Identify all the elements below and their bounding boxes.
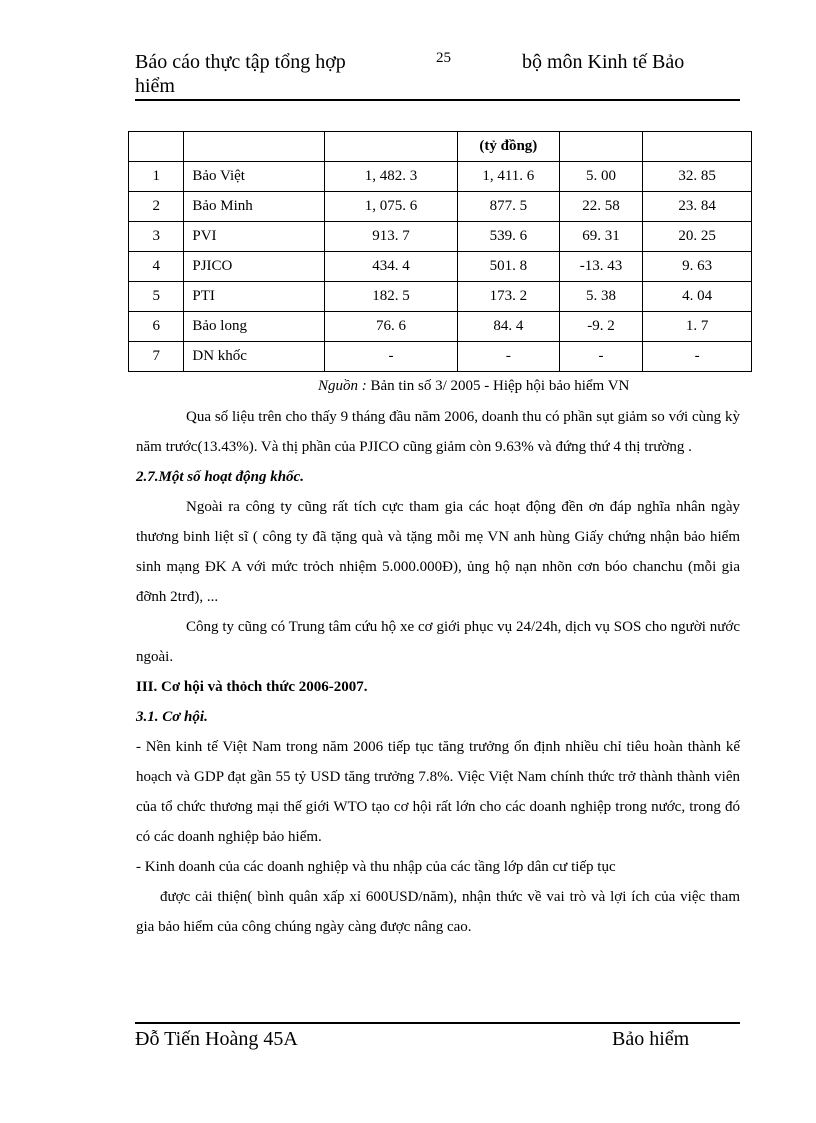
table-cell: 4. 04 xyxy=(643,282,752,312)
table-cell: PTI xyxy=(184,282,325,312)
footer-department: Bảo hiểm xyxy=(612,1028,690,1050)
table-cell: 1, 482. 3 xyxy=(325,162,458,192)
table-cell xyxy=(559,132,642,162)
table-cell: -9. 2 xyxy=(559,312,642,342)
table-cell: 5. 38 xyxy=(559,282,642,312)
table-cell: 1. 7 xyxy=(643,312,752,342)
table-cell: PJICO xyxy=(184,252,325,282)
table-cell: 3 xyxy=(129,222,184,252)
header-rule xyxy=(135,99,740,101)
table-cell: - xyxy=(559,342,642,372)
table-cell xyxy=(643,132,752,162)
table-cell: 5 xyxy=(129,282,184,312)
table-cell: Bảo long xyxy=(184,312,325,342)
table-row xyxy=(129,252,752,282)
table-cell: 20. 25 xyxy=(643,222,752,252)
table-cell xyxy=(184,132,325,162)
market-share-table xyxy=(128,131,752,372)
bullet-income-rest: được cải thiện( bình quân xấp xỉ 600USD/năm), nhận thức về vai trò và lợi ích của việc tham gia bảo hiểm của công chúng ngày càng được nâng cao. xyxy=(136,889,740,935)
table-cell: 2 xyxy=(129,192,184,222)
table-cell: 32. 85 xyxy=(643,162,752,192)
bullet-income-line1: - Kinh doanh của các doanh nghiệp và thu nhập của các tầng lớp dân cư tiếp tục xyxy=(136,859,616,875)
table-cell: 434. 4 xyxy=(325,252,458,282)
table-cell: Bảo Việt xyxy=(184,162,325,192)
table-cell: 913. 7 xyxy=(325,222,458,252)
source-label: Nguồn : xyxy=(318,378,367,394)
bullet-economy: - Nền kinh tế Việt Nam trong năm 2006 tiếp tục tăng trưởng ổn định nhiều chỉ tiêu hoàn thành kế hoạch và GDP đạt gần 55 tỷ USD tăng trưởng 7.8%. Việc Việt Nam chính thức trở thành thành viên của tổ chức thương mại thế giới WTO tạo cơ hội rất lớn cho các doanh nghiệp trong nước, trong đó có các doanh nghiệp bảo hiểm. xyxy=(136,739,740,845)
table-cell: DN khốc xyxy=(184,342,325,372)
table-row xyxy=(129,312,752,342)
section-heading-2-7: 2.7.Một số hoạt động khốc. xyxy=(136,469,304,485)
section-heading-3: III. Cơ hội và thỏch thức 2006-2007. xyxy=(136,679,368,695)
table-unit-label: (tỷ đồng) xyxy=(457,132,559,162)
table-row xyxy=(129,342,752,372)
table-cell xyxy=(129,132,184,162)
table-cell: 76. 6 xyxy=(325,312,458,342)
table-cell: 84. 4 xyxy=(457,312,559,342)
table-cell: 6 xyxy=(129,312,184,342)
body-text xyxy=(136,402,740,942)
table-cell: 23. 84 xyxy=(643,192,752,222)
table-cell: 173. 2 xyxy=(457,282,559,312)
table-row xyxy=(129,192,752,222)
table-row xyxy=(129,132,752,162)
table-cell: - xyxy=(325,342,458,372)
footer-rule xyxy=(135,1022,740,1024)
table-cell xyxy=(325,132,458,162)
table-cell: 5. 00 xyxy=(559,162,642,192)
table-row xyxy=(129,282,752,312)
header-department: bộ môn Kinh tế Bảo xyxy=(522,51,685,73)
paragraph-revenue: Qua số liệu trên cho thấy 9 tháng đầu năm 2006, doanh thu có phần sụt giảm so với cùng kỳ năm trước(13.43%). Và thị phần của PJICO cũng giảm còn 9.63% và đứng thứ 4 thị trường . xyxy=(136,409,740,455)
table-cell: 1, 075. 6 xyxy=(325,192,458,222)
table-cell: 22. 58 xyxy=(559,192,642,222)
table-cell: PVI xyxy=(184,222,325,252)
table-cell: -13. 43 xyxy=(559,252,642,282)
table-cell: - xyxy=(643,342,752,372)
footer-author: Đỗ Tiến Hoàng 45A xyxy=(135,1028,298,1050)
table-cell: 539. 6 xyxy=(457,222,559,252)
table-cell: 4 xyxy=(129,252,184,282)
paragraph-activities: Ngoài ra công ty cũng rất tích cực tham gia các hoạt động đền ơn đáp nghĩa nhân ngày thương binh liệt sĩ ( công ty đã tặng quà và tặng mỗi mẹ VN anh hùng Giấy chứng nhận bảo hiểm sinh mạng ĐK A với mức trỏch nhiệm 5.000.000Đ), ủng hộ nạn nhõn cơn bóo chanchu (mỗi gia đỡnh 2trđ), ... xyxy=(136,499,740,605)
table-cell: 9. 63 xyxy=(643,252,752,282)
table-row xyxy=(129,222,752,252)
page-number: 25 xyxy=(436,50,451,66)
table-cell: 1 xyxy=(129,162,184,192)
table-cell: - xyxy=(457,342,559,372)
section-heading-3-1: 3.1. Cơ hội. xyxy=(136,709,208,725)
table-row xyxy=(129,162,752,192)
table-cell: 182. 5 xyxy=(325,282,458,312)
table-cell: 7 xyxy=(129,342,184,372)
table-source xyxy=(318,378,629,395)
table-cell: 877. 5 xyxy=(457,192,559,222)
source-text: Bản tin số 3/ 2005 - Hiệp hội bảo hiểm VN xyxy=(370,378,630,394)
header-title: Báo cáo thực tập tổng hợp hiểm xyxy=(135,51,346,97)
paragraph-rescue-center: Công ty cũng có Trung tâm cứu hộ xe cơ giới phục vụ 24/24h, dịch vụ SOS cho người nước ngoài. xyxy=(136,619,740,665)
table-cell: Bảo Minh xyxy=(184,192,325,222)
table-cell: 501. 8 xyxy=(457,252,559,282)
table-cell: 1, 411. 6 xyxy=(457,162,559,192)
table-cell: 69. 31 xyxy=(559,222,642,252)
